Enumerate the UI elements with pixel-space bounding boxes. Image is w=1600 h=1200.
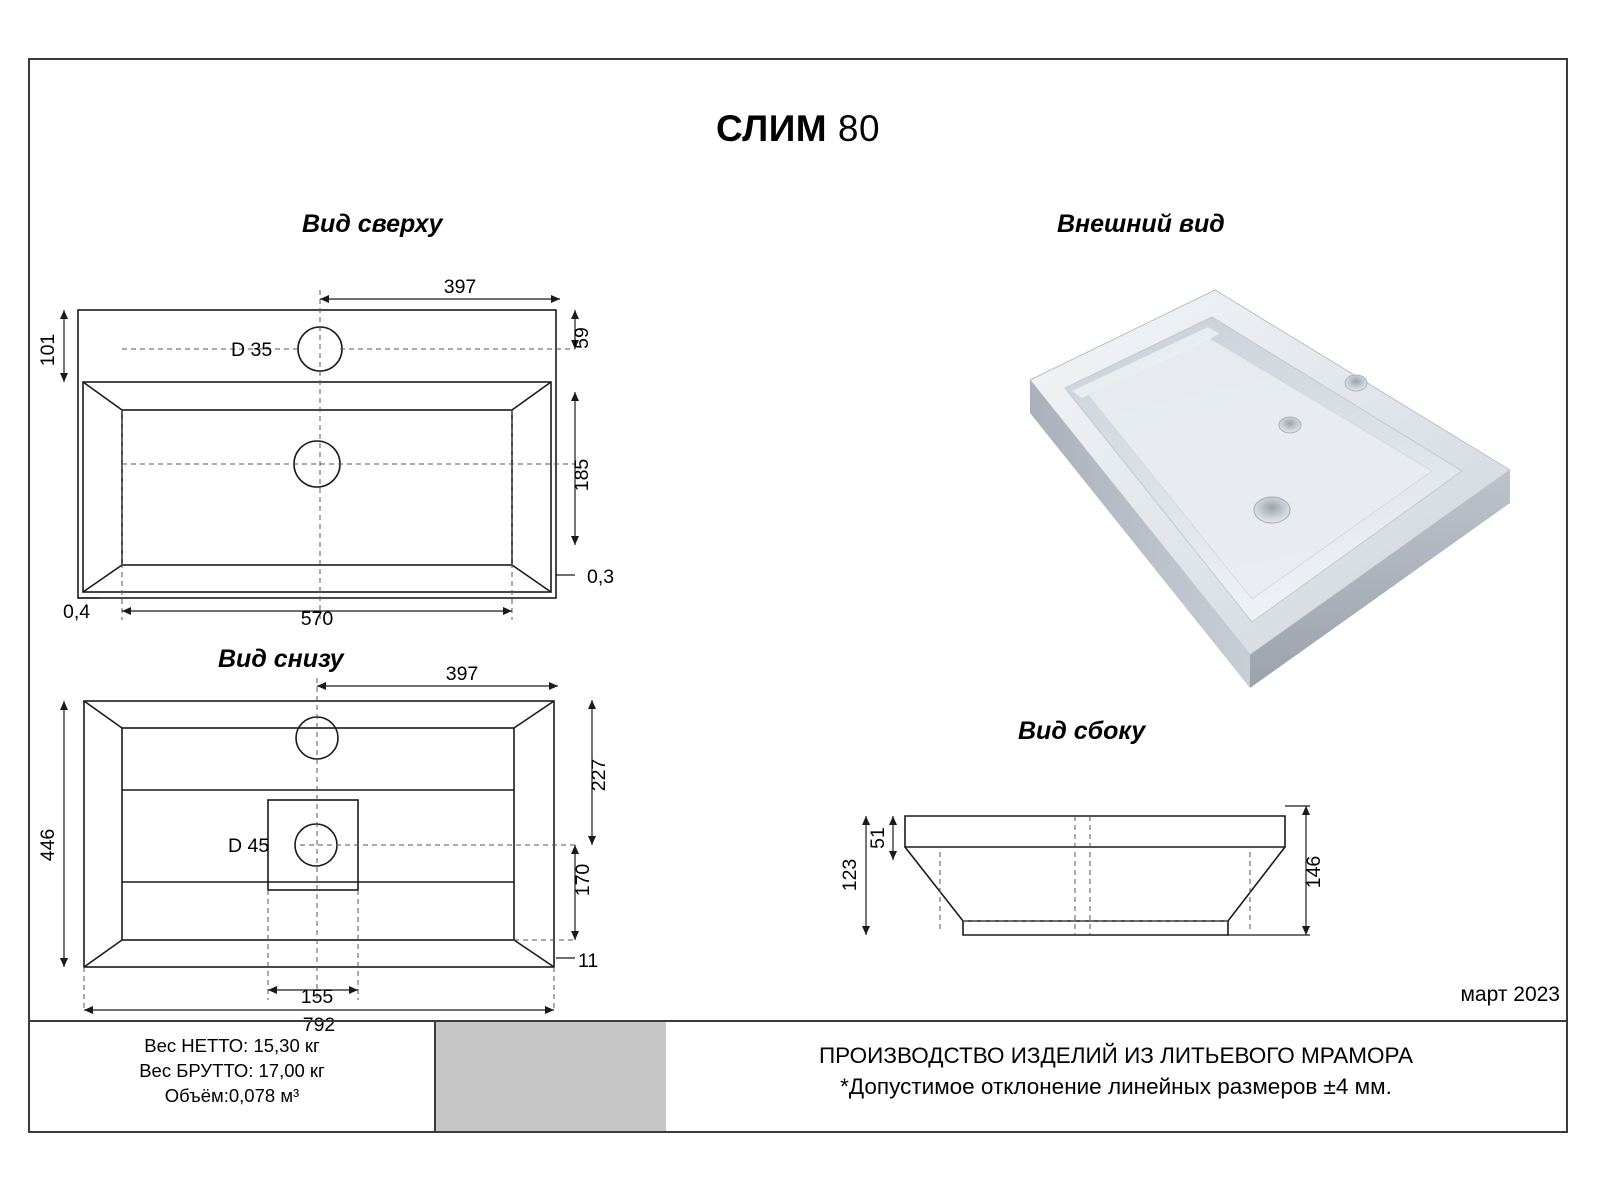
logo-block: [456, 1020, 666, 1133]
footer-line1: ПРОИЗВОДСТВО ИЗДЕЛИЙ ИЗ ЛИТЬЕВОГО МРАМОРА: [819, 1043, 1413, 1068]
dim-397-bottom: 397: [445, 663, 479, 685]
divider-block: [436, 1020, 456, 1133]
label-bottom-view: Вид снизу: [218, 645, 344, 673]
dim-0-4: 0,4: [63, 601, 91, 623]
dim-51: 51: [867, 827, 889, 849]
tap-hole-render: [1279, 417, 1301, 433]
title-light: 80: [837, 108, 881, 149]
dim-d45: D 45: [228, 835, 270, 857]
footer-line2: *Допустимое отклонение линейных размеров ±4 мм.: [840, 1074, 1392, 1099]
dim-185: 185: [571, 458, 593, 492]
label-exterior-view: Внешний вид: [1057, 210, 1225, 238]
dim-11: 11: [578, 950, 599, 972]
drain-hole-render: [1254, 497, 1290, 523]
overflow-hole-render: [1345, 375, 1367, 391]
footer-note: [666, 1020, 1568, 1133]
weight-brutto: Вес БРУТТО: 17,00 кг: [139, 1060, 325, 1081]
weight-specs: [28, 1020, 436, 1133]
date-stamp: март 2023: [1460, 983, 1560, 1006]
label-side-view: Вид сбоку: [1018, 717, 1146, 745]
dim-446: 446: [37, 828, 59, 862]
title-block: [28, 1020, 1568, 1133]
label-top-view: Вид сверху: [302, 210, 443, 238]
dim-146: 146: [1303, 855, 1325, 889]
dim-d35: D 35: [231, 339, 273, 361]
dim-792: 792: [302, 1014, 336, 1036]
dim-123: 123: [839, 858, 861, 892]
volume: Объём:0,078 м³: [164, 1085, 300, 1106]
dim-0-3: 0,3: [587, 566, 615, 588]
dim-397-top: 397: [443, 276, 477, 298]
title-bold: СЛИМ: [715, 108, 828, 149]
dim-570: 570: [300, 608, 334, 630]
dim-227: 227: [588, 758, 610, 792]
dim-101: 101: [37, 333, 59, 367]
dim-170: 170: [572, 863, 594, 897]
weight-netto: Вес НЕТТО: 15,30 кг: [144, 1035, 320, 1056]
basin-3d-render: [820, 255, 1520, 685]
dim-155: 155: [300, 986, 334, 1008]
dim-59: 59: [571, 327, 593, 349]
